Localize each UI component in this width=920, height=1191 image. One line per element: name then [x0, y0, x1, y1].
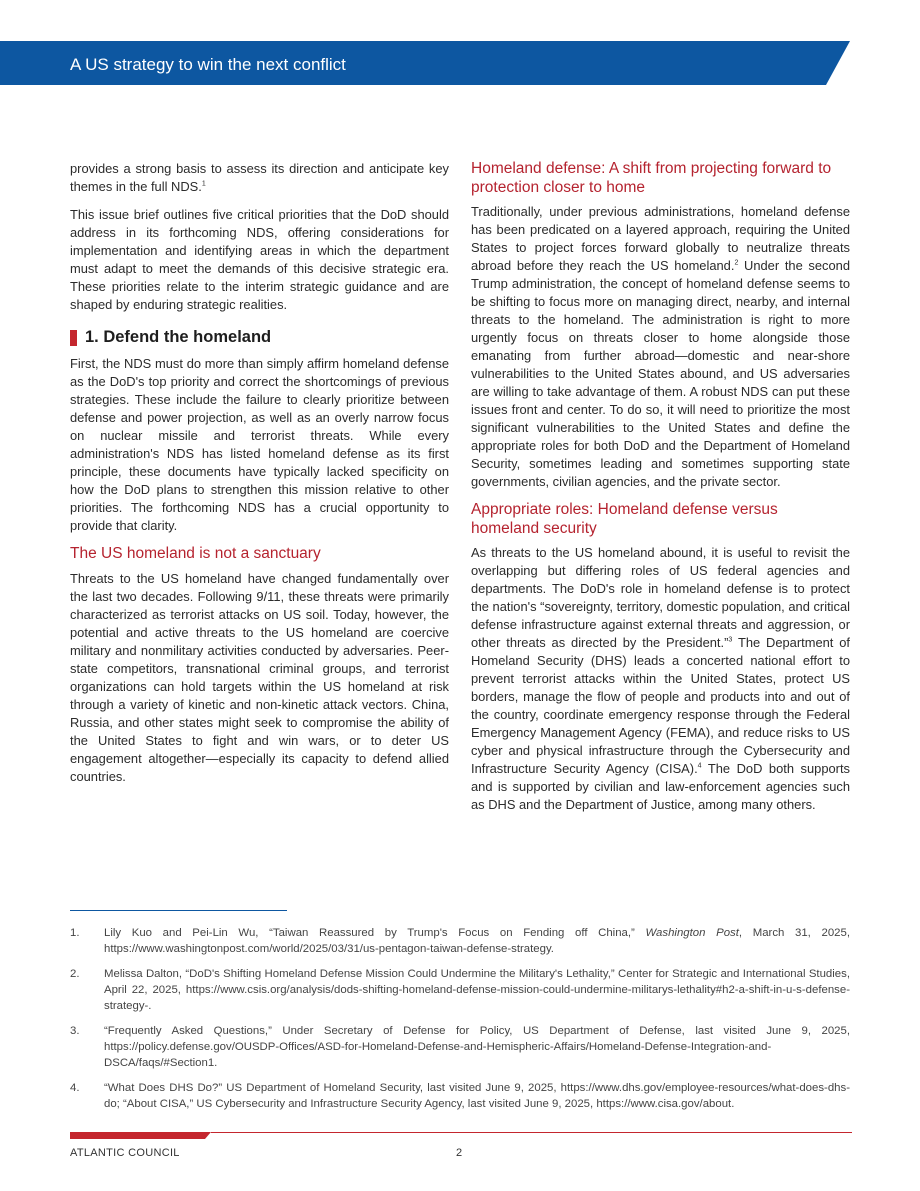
footer-organization: ATLANTIC COUNCIL — [70, 1147, 180, 1159]
footnote-ref[interactable]: 4 — [697, 762, 702, 770]
footnote — [70, 966, 850, 1014]
paragraph-text: The DoD both supports and is supported by civilian and law-enforcement agencies such as DHS and the Department of Justice, among many others. — [471, 761, 850, 812]
section-heading — [70, 328, 449, 347]
footnotes — [70, 925, 850, 1121]
footnote — [70, 925, 850, 957]
paragraph-text: Under the second Trump administration, the concept of homeland defense seems to be shifting to focus more on managing direct, nearby, and internal threats to the homeland. The administration is right to more urgently focus on threats closer to home alongside those emanating from further abroad—domestic and near-shore vulnerabilities to the United States abound, and US adversaries are willing to take advantage of them. A robust NDS can put these issues front and center. To do so, it will need to prioritize the most significant vulnerabilities to the United States and define the appropriate roles for both DoD and the Department of Homeland Security, sometimes leading and sometimes supporting state governments, civilian agencies, and the private sector. — [471, 258, 850, 489]
paragraph — [70, 160, 449, 196]
footnote-number: 2. — [70, 968, 80, 980]
subheading: The US homeland is not a sanctuary — [70, 545, 321, 562]
footer-rule — [211, 1132, 852, 1133]
paragraph: This issue brief outlines five critical priorities that the DoD should address in its forthcoming NDS, offering considerations for implementation and identifying areas in which the department must adapt to meet the demands of this decisive strategic era. These priorities relate to the interim strategic guidance and are shaped by enduring strategic realities. — [70, 207, 449, 312]
paragraph-text: As threats to the US homeland abound, it is useful to revisit the overlapping but differing roles of US federal agencies and departments. The DoD's role in homeland defense is to protect the nation's “sovereignty, territory, domestic population, and critical defense infrastructure against external threats and aggression, or other threats as directed by the President.” — [471, 545, 850, 650]
subheading: Appropriate roles: Homeland defense versus homeland security — [471, 501, 778, 537]
right-column — [471, 160, 850, 824]
footnote-number: 1. — [70, 927, 80, 939]
subheading: Homeland defense: A shift from projecting forward to protection closer to home — [471, 160, 832, 196]
paragraph-text: The Department of Homeland Security (DHS) leads a concerted national effort to prevent terrorist attacks within the United States, protect US borders, manage the flow of people and products into and out of the country, coordinate emergency response through the Federal Emergency Management Agency (FEMA), and reduce risks to US cyber and physical infrastructure through the Cybersecurity and Infrastructure Security Agency (CISA). — [471, 635, 850, 776]
paragraph: Threats to the US homeland have changed fundamentally over the last two decades. Following 9/11, these threats were primarily characterized as terrorist attacks on US soil. Today, however, the potential and active threats to the US homeland are coercive military and nonmilitary activities conducted by adversaries. Peer-state competitors, transnational criminal groups, and terrorist organizations can hold targets within the US homeland at risk through a variety of kinetic and non-kinetic attack vectors. China, Russia, and other states might seek to compromise the ability of the United States to fight and win wars, or to deter US engagement altogether—especially its capacity to defend allied countries. — [70, 570, 449, 784]
footnote-ref[interactable]: 2 — [734, 259, 739, 267]
paragraph — [471, 544, 850, 814]
footnote-ref[interactable]: 3 — [728, 636, 733, 644]
section-marker — [70, 330, 77, 346]
header-title: A US strategy to win the next conflict — [70, 55, 346, 74]
footnote — [70, 1080, 850, 1112]
left-column — [70, 160, 449, 796]
footer-accent — [70, 1132, 211, 1139]
footnote — [70, 1023, 850, 1071]
footnote-text[interactable]: Melissa Dalton, “DoD's Shifting Homeland Defense Mission Could Undermine the Military's Lethality,” Center for Strategic and International Studies, April 22, 2025, https://www.csis.org/analysis/dods-shifting-homeland-defense-mission-could-undermine-militarys-lethality#h2-a-shift-in-u-s-defense-strategy-. — [104, 968, 850, 1012]
footnote-text[interactable]: “Frequently Asked Questions,” Under Secretary of Defense for Policy, US Department of Defense, last visited June 9, 2025, https://policy.defense.gov/OUSDP-Offices/ASD-for-Homeland-Defense-and-Hemispheric-Affairs/Homeland-Defense-Integration-and-DSCA/faqs/#Section1. — [104, 1025, 850, 1069]
paragraph: First, the NDS must do more than simply affirm homeland defense as the DoD's top priority and correct the shortcomings of previous strategies. These include the failure to clearly prioritize between defense and power projection, as well as an overly narrow focus on nuclear missile and terrorist threats. While every administration's NDS has listed homeland defense as its first principle, these documents have typically lacked specificity on how the DoD plans to strengthen this mission relative to other priorities. The forthcoming NDS has a crucial opportunity to provide that clarity. — [70, 356, 449, 533]
footnote-divider — [70, 910, 287, 911]
footnote-text[interactable]: Lily Kuo and Pei-Lin Wu, “Taiwan Reassured by Trump's Focus on Fending off China,” Washington Post, March 31, 2025, https://www.washingtonpost.com/world/2025/03/31/us-pentagon-taiwan-defense-strategy. — [104, 927, 850, 955]
paragraph — [471, 203, 850, 491]
paragraph-text: Traditionally, under previous administrations, homeland defense has been predicated on a layered approach, requiring the United States to project forces forward globally to neutralize threats abroad before they reach the US homeland. — [471, 204, 850, 273]
paragraph-text: provides a strong basis to assess its direction and anticipate key themes in the full NDS. — [70, 161, 449, 194]
section-heading-text: 1. Defend the homeland — [85, 328, 272, 346]
footnote-number: 4. — [70, 1082, 80, 1094]
page-number: 2 — [456, 1147, 463, 1159]
footnote-number: 3. — [70, 1025, 80, 1037]
footnote-text[interactable]: “What Does DHS Do?” US Department of Homeland Security, last visited June 9, 2025, https://www.dhs.gov/employee-resources/what-does-dhs-do; “About CISA,” US Cybersecurity and Infrastructure Security Agency, last visited June 9, 2025, https://www.cisa.gov/about. — [104, 1082, 850, 1110]
footnote-ref[interactable]: 1 — [201, 180, 206, 188]
